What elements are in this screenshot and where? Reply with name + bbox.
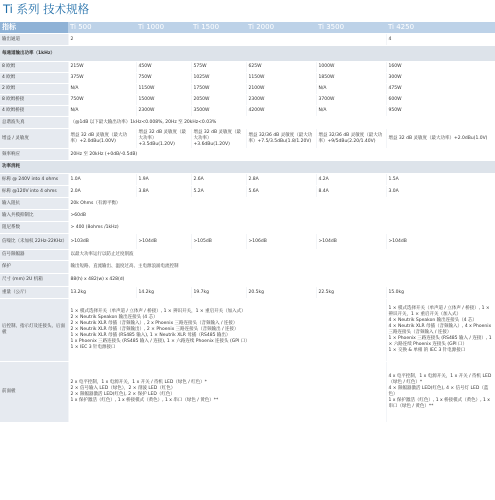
model-ti1000: Ti 1000 <box>136 22 191 34</box>
current-row-120v: 标称 @120V into 4 ohms 2.0A 3.8A 5.2A 5.6A 8.4A 3.0A <box>0 186 495 198</box>
channels-label: 输出通道 <box>0 34 68 46</box>
power-section-row <box>0 46 495 62</box>
model-ti1500: Ti 1500 <box>191 22 246 34</box>
power-row-2ohm: 2 欧姆 N/A 1150W 1750W 2100W N/A 475W <box>0 84 495 95</box>
model-ti2000: Ti 2000 <box>246 22 316 34</box>
page-title: Ti 系列 技术规格 <box>3 2 90 16</box>
rear-panel-row: 后控制、指示灯及连接头、后面板 1 × 模式选择开关（单声道 / 立体声 / 桥接）, 1 × 辨识开关，1 × 重启开关（加入式） 2 × Neutrik Speakon 输出连接头 (4 芯） 2 × Neutrik XLR 母插（音频输入）, 2 x Phoenix 三路连接头（音频输入 / 连接） 2 × Neutrik XLR 母插（音频输出）, 2 × Phoenix 三路连接头（音频输出 / 连接） 1 × Neutrik XLR 母插 (RS485 输入), 1 × Neutrik XLR 母插（RS485 输出） 1 x Phoenix 三路连接头 (RS485 输入 / 连接), 1 × 六路连续 Phoenix 连接头 (GPI 口） 1 × IEC 3 针电源接口 1 × 模式选择开关（单声道 / 立体声 / 桥接）, 1 × 辨识开关，1 × 重启开关（加入式） 4 × Neutrik Speakon 输出连接头（4 芯） 4 × Neutrik XLR 母插（音频输入）, 4 x Phoenix 三路连接头（音频输入 / 连接） 1 × Phoenix 三路连接头 (RS485 输入 / 连接）, 1 × 六路连续 Phoenix 连接头 (GPI 口） 1 × 交换 & 单相 的 IEC 3 针电源接口 <box>0 299 495 362</box>
weight-row: 重量（公斤） 13.2kg 14.2kg 19.7kg 20.5kg 22.5kg 15.0kg <box>0 287 495 299</box>
model-ti500: Ti 500 <box>68 22 136 34</box>
gain-row: 增益 / 灵敏度 增益 32 dB 灵敏度（最大功率）+2.0dBu(1.00V) 增益 32 dB 灵敏度（最大功率）+3.5dBu(1.20V) 增益 32 dB 灵敏度（最大功率）+3.6dBu(1.20V) 增益 32/36 dB 灵敏度（最大功率）+7.5/3.5dBu(1.8/1.20V) 增益 32/36 dB 灵敏度（最大功率）+9/5dBu(2.20/1.40V) 增益 32 dB 灵敏度（最大功率）+2.0dBu(1.0V) <box>0 129 495 149</box>
model-ti4250: Ti 4250 <box>386 22 495 34</box>
power-row-8ohm-bridge: 8 欧姆桥接 750W 1500W 2050W 2300W 3700W 600W <box>0 95 495 106</box>
power-section-label: 每通道输出功率（1kHz） <box>0 46 68 62</box>
spec-table <box>0 22 495 423</box>
corner-label: 指标 <box>0 22 68 34</box>
power-row-4ohm: 4 欧姆 375W 750W 1025W 1150W 1850W 300W <box>0 73 495 84</box>
front-panel-row: 前面板 2 x 电平控制，1 x 电源开关，1 x 开关 / 待机 LED（绿色 / 红色）* 2 × 信号输入 LED（绿色），2 × 削波 LED（红色） 2 × 限幅器激活 LED(红色), 2 × 保护 LED（红色） 1 x 保护激活（红色）, 1 x 桥接模式（黄色）, 1 x 串口（绿色 / 黄色）** 4 x 电平控制，1 x 电源开关，1 x 开关 / 待机 LED（绿色 / 红色）* 4 × 限幅器激活 LED(红色), 4 × 信号灯 LED（蓝色） 1 x 保护激活（红色）, 1 x 桥接模式（黄色）, 1 x 串口（绿色 / 黄色）** <box>0 362 495 423</box>
damping-row: 阻尼系数 > 400 (8ohms /1kHz) <box>0 222 495 234</box>
dimensions-row: 尺寸 (mm) 2U 机箱 88(h) x 482(w) x 428(d) <box>0 274 495 287</box>
limiter-row: 信号限幅器 以最大功率运行以防止过度削波 <box>0 250 495 261</box>
channels-value-4ch: 4 <box>386 34 495 46</box>
current-row-240v: 标称 @ 240V into 4 ohms 1.0A 1.9A 2.6A 2.8A 4.2A 1.5A <box>0 174 495 186</box>
current-section-row: 功率消耗 <box>0 161 495 174</box>
front-panel-right: 4 x 电平控制，1 x 电源开关，1 x 开关 / 待机 LED（绿色 / 红色）* 4 × 限幅器激活 LED(红色), 4 × 信号灯 LED（蓝色） 1 x 保护激活（红色）, 1 x 桥接模式（黄色）, 1 x 串口（绿色 / 黄色）** <box>386 362 495 423</box>
channels-row <box>0 34 495 46</box>
rear-panel-right: 1 × 模式选择开关（单声道 / 立体声 / 桥接）, 1 × 辨识开关，1 × 重启开关（加入式） 4 × Neutrik Speakon 输出连接头（4 芯） 4 × Neutrik XLR 母插（音频输入）, 4 x Phoenix 三路连接头（音频输入 / 连接） 1 × Phoenix 三路连接头 (RS485 输入 / 连接）, 1 × 六路连续 Phoenix 连接头 (GPI 口） 1 × 交换 & 单相 的 IEC 3 针电源接口 <box>386 299 495 362</box>
front-panel-left: 2 x 电平控制，1 x 电源开关，1 x 开关 / 待机 LED（绿色 / 红色）* 2 × 信号输入 LED（绿色），2 × 削波 LED（红色） 2 × 限幅器激活 LED(红色), 2 × 保护 LED（红色） 1 x 保护激活（红色）, 1 x 桥接模式（黄色）, 1 x 串口（绿色 / 黄色）** <box>68 362 386 423</box>
model-header-row <box>0 22 495 34</box>
protection-row: 保护 输出短路、直流输出、温度过高、主电源浪涌电流控制 <box>0 261 495 274</box>
model-ti3500: Ti 3500 <box>316 22 386 34</box>
input-impedance-row: 输入阻抗 20k Ohms（有源平衡） <box>0 198 495 210</box>
distortion-row: 总谐波失真 （@1dB 以下最大输出功率）1kHz<0.008%, 20Hz 至 20kHz<0.03% <box>0 117 495 129</box>
rear-panel-left: 1 × 模式选择开关（单声道 / 立体声 / 桥接）, 1 × 辨识开关，1 × 重启开关（加入式） 2 × Neutrik Speakon 输出连接头 (4 芯） 2 × Neutrik XLR 母插（音频输入）, 2 x Phoenix 三路连接头（音频输入 / 连接） 2 × Neutrik XLR 母插（音频输出）, 2 × Phoenix 三路连接头（音频输出 / 连接） 1 × Neutrik XLR 母插 (RS485 输入), 1 × Neutrik XLR 母插（RS485 输出） 1 x Phoenix 三路连接头 (RS485 输入 / 连接), 1 × 六路连续 Phoenix 连接头 (GPI 口） 1 × IEC 3 针电源接口 <box>68 299 386 362</box>
power-row-8ohm: 8 欧姆 215W 450W 575W 625W 1000W 160W <box>0 62 495 73</box>
cmrr-row: 输入共模抑制比 >60dB <box>0 210 495 222</box>
snr-row: 信噪比（未加权 22Hz-22KHz） >103dB >104dB >105dB >106dB >104dB >104dB <box>0 234 495 250</box>
power-row-4ohm-bridge: 4 欧姆桥接 N/A 2300W 3500W 4200W N/A 950W <box>0 106 495 117</box>
frequency-row: 频率响应 20Hz 至 20kHz (+0dB/-0.5dB) <box>0 149 495 161</box>
channels-value-2ch: 2 <box>68 34 386 46</box>
